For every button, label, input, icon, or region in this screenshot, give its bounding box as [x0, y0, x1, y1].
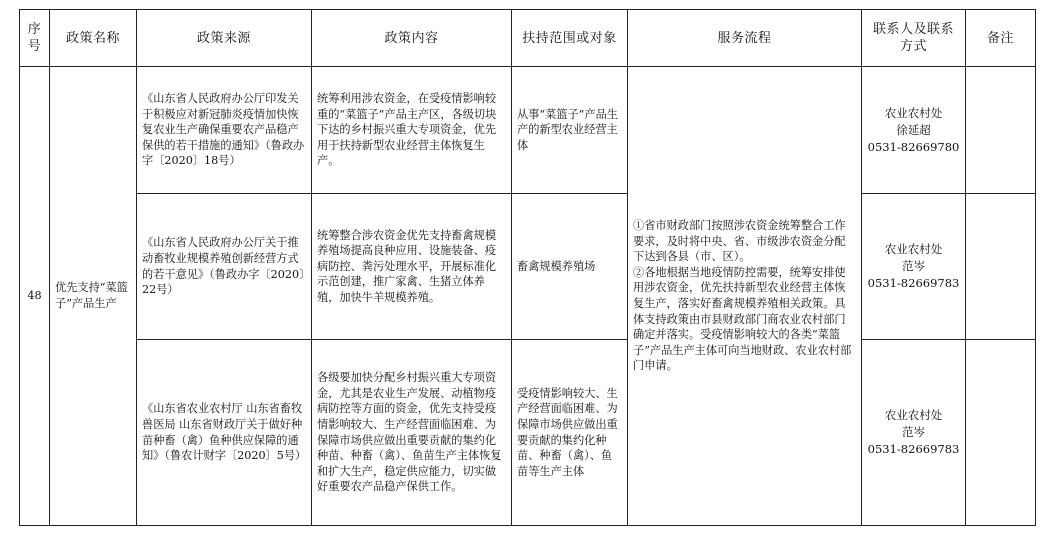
contact-dept: 农业农村处	[884, 242, 943, 256]
process-cell: ①省市财政部门按照涉农资金统筹整合工作要求，及时将中央、省、市级涉农资金分配下达到各县（市、区）。 ②各地根据当地疫情防控需要，统筹安排使用涉农资金，优先扶持新型农业经营主体恢复生产，落实好畜禽规模养殖相关政策。具体支持政策由市县财政部门商农业农村部门确定并落实。受疫情影响较大的各类“菜篮子”产品生产主体可向当地财政、农业农村部门申请。	[628, 67, 862, 526]
header-remark: 备注	[966, 10, 1036, 67]
policy-name-cell: 优先支持“菜篮子”产品生产	[50, 67, 137, 526]
contact-cell	[862, 67, 966, 194]
source-cell: 《山东省人民政府办公厅印发关于积极应对新冠肺炎疫情加快恢复农业生产确保重要农产品稳产保供的若干措施的通知》（鲁政办字〔2020〕18号）	[137, 67, 312, 194]
content-cell: 统筹整合涉农资金优先支持畜禽规模养殖场提高良种应用、设施装备、疫病防控、粪污处理水平，开展标准化示范创建，推广家禽、生猪立体养殖，加快牛羊规模养殖。	[312, 194, 512, 340]
header-source: 政策来源	[137, 10, 312, 67]
policy-table	[19, 9, 1036, 526]
header-process: 服务流程	[628, 10, 862, 67]
remark-cell	[966, 67, 1036, 194]
contact-dept: 农业农村处	[884, 105, 943, 120]
source-cell: 《山东省农业农村厅 山东省畜牧兽医局 山东省财政厅关于做好种苗种畜（禽）鱼种供应保障的通知》（鲁农计财字〔2020〕5号）	[137, 340, 312, 526]
header-scope: 扶持范围或对象	[512, 10, 628, 67]
scope-cell: 畜禽规模养殖场	[512, 194, 628, 340]
remark-cell	[966, 340, 1036, 526]
header-contact: 联系人及联系 方式	[862, 10, 966, 67]
contact-name: 范岑	[902, 425, 925, 439]
contact-cell	[862, 340, 966, 526]
contact-phone: 0531-82669783	[867, 442, 960, 456]
source-cell: 《山东省人民政府办公厅关于推动畜牧业规模养殖创新经营方式的若干意见》（鲁政办字〔2020〕22号）	[137, 194, 312, 340]
scope-cell: 从事“菜篮子”产品生产的新型农业经营主体	[512, 67, 628, 194]
contact-name: 范岑	[902, 259, 925, 273]
contact-phone: 0531-82669780	[867, 139, 960, 154]
header-content: 政策内容	[312, 10, 512, 67]
contact-phone: 0531-82669783	[867, 276, 960, 290]
contact-name: 徐延超	[896, 122, 931, 137]
table-row	[20, 67, 1036, 194]
remark-cell	[966, 194, 1036, 340]
scope-cell: 受疫情影响较大、生产经营面临困难、为保障市场供应做出重要贡献的集约化种苗、种畜（禽）、鱼苗等生产主体	[512, 340, 628, 526]
table-row	[20, 194, 1036, 340]
contact-dept: 农业农村处	[884, 408, 943, 422]
header-policy-name: 政策名称	[50, 10, 137, 67]
table-row	[20, 340, 1036, 526]
seq-cell: 48	[20, 67, 50, 526]
content-cell: 各级要加快分配乡村振兴重大专项资金，尤其是农业生产发展、动植物疫病防控等方面的资金，优先支持受疫情影响较大、生产经营面临困难、为保障市场供应做出重要贡献的集约化种苗、种畜（禽）、鱼苗生产主体恢复和扩大生产，稳定供应能力，切实做好重要农产品稳产保供工作。	[312, 340, 512, 526]
content-cell: 统筹利用涉农资金，在受疫情影响较重的“菜篮子”产品主产区，各级切块下达的乡村振兴重大专项资金，优先用于扶持新型农业经营主体恢复生产。	[312, 67, 512, 194]
header-seq: 序 号	[20, 10, 50, 67]
header-row	[20, 10, 1036, 67]
contact-cell	[862, 194, 966, 340]
